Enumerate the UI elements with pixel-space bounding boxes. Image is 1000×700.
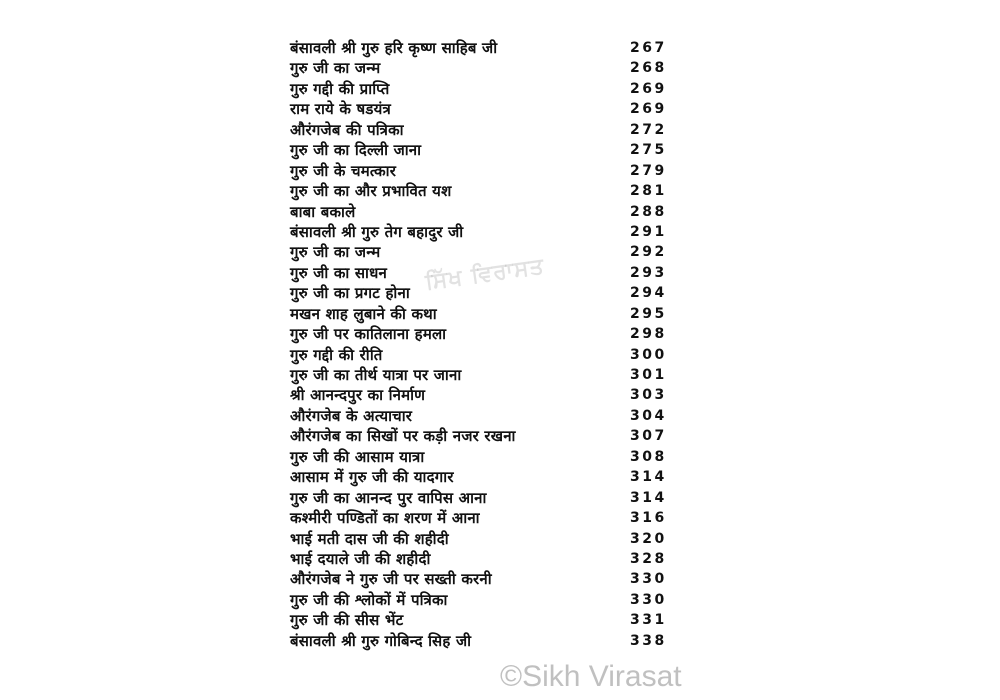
toc-row [290, 79, 670, 99]
toc-entry-title: श्री आनन्दपुर का निर्माण [290, 386, 426, 405]
toc-row [290, 324, 670, 344]
toc-row [290, 99, 670, 119]
toc-row [290, 569, 670, 589]
toc-entry-page-number: 291 [630, 223, 667, 240]
toc-row [290, 385, 670, 405]
toc-entry-title: गुरु जी की श्लोकों में पत्रिका [290, 590, 448, 609]
table-of-contents [290, 38, 670, 651]
toc-entry-title: गुरु जी का तीर्थ यात्रा पर जाना [290, 366, 462, 384]
toc-row [290, 242, 670, 262]
toc-row [290, 304, 670, 324]
toc-entry-page-number: 328 [630, 550, 667, 567]
toc-entry-page-number: 288 [630, 203, 667, 220]
toc-entry-title: गुरु जी की सीस भेंट [290, 611, 404, 630]
toc-entry-title: बाबा बकाले [290, 202, 356, 221]
toc-entry-page-number: 316 [630, 510, 667, 527]
toc-entry-title: गुरु जी का साधन [290, 263, 388, 282]
toc-entry-page-number: 314 [630, 469, 667, 486]
toc-entry-page-number: 330 [630, 571, 667, 588]
toc-entry-page-number: 279 [630, 162, 667, 179]
toc-entry-page-number: 294 [630, 285, 667, 302]
toc-entry-page-number: 300 [630, 346, 667, 363]
toc-entry-page-number: 272 [630, 121, 667, 138]
toc-entry-title: मखन शाह लुबाने की कथा [290, 304, 437, 323]
toc-entry-title: भाई दयाले जी की शहीदी [290, 549, 431, 568]
toc-entry-page-number: 307 [630, 428, 667, 445]
toc-entry-title: गुरु जी का दिल्ली जाना [290, 141, 422, 160]
toc-entry-title: बंसावली श्री गुरु गोबिन्द सिह जी [290, 631, 472, 650]
toc-row [290, 222, 670, 242]
toc-entry-title: गुरु गद्दी की रीति [290, 345, 383, 364]
watermark-center: ਸਿੱਖ ਵਿਰਾਸਤ [423, 253, 547, 296]
toc-entry-title: औरंगजेब की पत्रिका [290, 120, 404, 139]
toc-entry-title: आसाम में गुरु जी की यादगार [290, 468, 454, 487]
toc-entry-title: बंसावली श्री गुरु हरि कृष्ण साहिब जी [290, 39, 498, 57]
toc-entry-page-number: 295 [630, 305, 667, 322]
toc-entry-title: गुरु गद्दी की प्राप्ति [290, 79, 390, 98]
toc-entry-title: औरंगजेब के अत्याचार [290, 406, 413, 425]
toc-entry-title: गुरु जी की आसाम यात्रा [290, 447, 425, 466]
toc-entry-title: गुरु जी के चमत्कार [290, 161, 397, 180]
toc-entry-page-number: 292 [630, 244, 667, 261]
toc-entry-page-number: 269 [630, 101, 667, 118]
toc-entry-title: राम राये के षडयंत्र [290, 100, 391, 119]
toc-entry-page-number: 267 [630, 40, 667, 56]
toc-row [290, 426, 670, 446]
toc-row [290, 610, 670, 630]
toc-row [290, 549, 670, 569]
toc-entry-title: बंसावली श्री गुरु तेग बहादुर जी [290, 222, 464, 241]
toc-entry-page-number: 314 [630, 489, 667, 506]
toc-entry-page-number: 298 [630, 326, 667, 343]
toc-entry-page-number: 281 [630, 183, 667, 200]
toc-row [290, 38, 670, 58]
toc-entry-page-number: 303 [630, 387, 667, 404]
toc-entry-title: औरंगजेब का सिखों पर कड़ी नजर रखना [290, 427, 516, 446]
toc-entry-page-number: 301 [630, 367, 667, 383]
toc-entry-page-number: 320 [630, 530, 667, 547]
toc-entry-title: औरंगजेब ने गुरु जी पर सख्ती करनी [290, 570, 492, 589]
toc-entry-page-number: 275 [630, 142, 667, 159]
toc-entry-title: भाई मती दास जी की शहीदी [290, 529, 449, 548]
toc-row [290, 467, 670, 487]
toc-entry-title: गुरु जी का जन्म [290, 59, 381, 78]
toc-entry-page-number: 330 [630, 591, 667, 608]
toc-row [290, 58, 670, 78]
toc-entry-title: गुरु जी का प्रगट होना [290, 284, 410, 303]
toc-entry-page-number: 293 [630, 264, 667, 281]
toc-row [290, 488, 670, 508]
toc-row [290, 631, 670, 651]
toc-row [290, 590, 670, 610]
toc-row [290, 406, 670, 426]
toc-entry-title: गुरु जी का आनन्द पुर वापिस आना [290, 488, 487, 507]
toc-entry-page-number: 331 [630, 612, 667, 629]
toc-row [290, 365, 670, 385]
toc-entry-page-number: 338 [630, 632, 667, 649]
toc-row [290, 140, 670, 160]
toc-entry-title: गुरु जी का जन्म [290, 243, 381, 262]
toc-entry-title: गुरु जी का और प्रभावित यश [290, 182, 452, 201]
watermark-copyright: ©Sikh Virasat [500, 660, 682, 693]
toc-row [290, 120, 670, 140]
toc-entry-page-number: 268 [630, 60, 667, 77]
toc-entry-page-number: 304 [630, 407, 667, 424]
toc-entry-title: कश्मीरी पण्डितों का शरण में आना [290, 509, 480, 528]
toc-row [290, 447, 670, 467]
toc-row [290, 508, 670, 528]
toc-row [290, 181, 670, 201]
toc-row [290, 161, 670, 181]
toc-entry-page-number: 308 [630, 448, 667, 465]
toc-entry-page-number: 269 [630, 80, 667, 97]
toc-row [290, 345, 670, 365]
toc-row [290, 202, 670, 222]
toc-entry-title: गुरु जी पर कातिलाना हमला [290, 325, 447, 344]
toc-row [290, 529, 670, 549]
